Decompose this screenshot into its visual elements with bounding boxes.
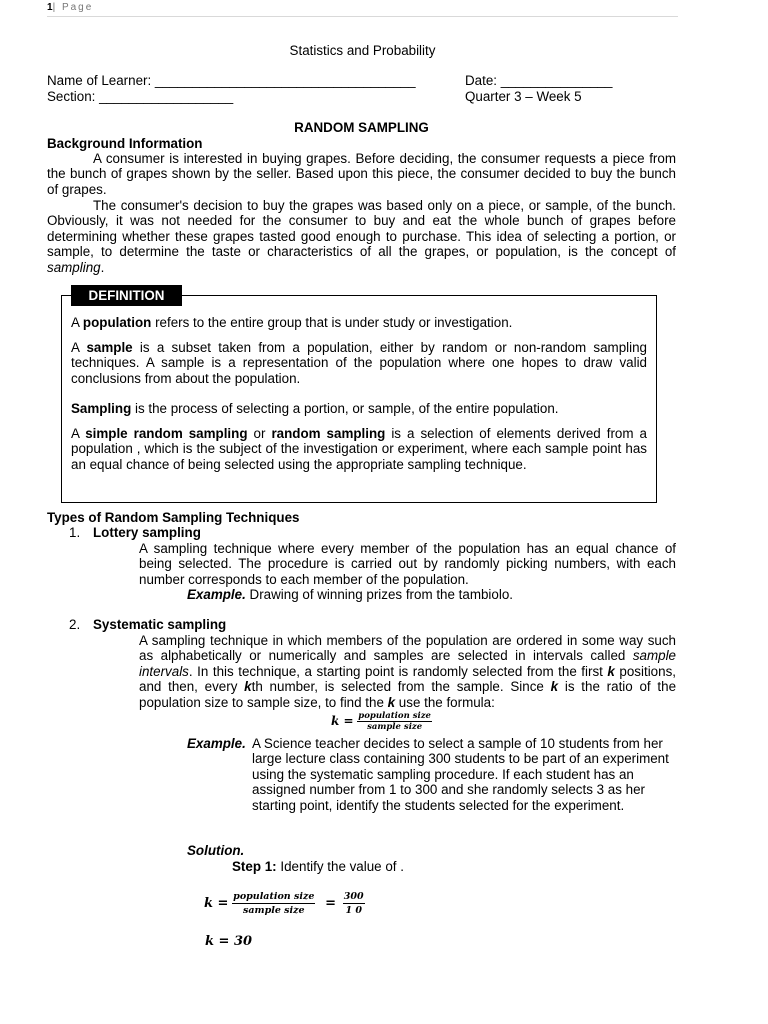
section-line: Section: __________________ [47,89,234,104]
sampling-term: sampling [47,259,101,275]
learner-name-line: Name of Learner: ___________________________________ [47,73,416,88]
definition-simple-random-sampling: A simple random sampling or random sampling is a selection of elements derived from a population , which is the subject of the investigation or experiment, where each sample point has an equal chance of being selected using the appropriate sampling technique. [71,426,647,472]
k-formula: k = $\frac{\text{population size}}{\text{sample size}}$ [331,711,431,732]
definition-population: A population refers to the entire group that is under study or investigation. [71,315,513,330]
calc-numerator: population size [233,891,315,902]
page-number: 1 [47,2,53,13]
definition-label: DEFINITION [71,285,182,306]
formula-numerator: population size [358,711,431,721]
systematic-number: 2. [69,617,81,632]
calc-numerator-value: 300 [343,891,364,902]
formula-denominator: sample size [367,722,423,732]
systematic-title: Systematic sampling [93,617,227,632]
lottery-title: Lottery sampling [93,525,201,540]
header-divider [47,16,678,17]
sampling-definition-term: Sampling [71,401,132,416]
definition-sampling: Sampling is the process of selecting a portion, or sample, of the entire population. [71,401,559,416]
background-heading: Background Information [47,136,203,151]
lottery-description: A sampling technique where every member of the population has an equal chance of being selected. The procedure is carried out by randomly picking numbers, with each number corresponds to each member of the population. [139,541,676,587]
lottery-example-label: Example. [187,587,246,602]
sample-intervals-term: sample intervals [139,648,676,679]
systematic-description: A sampling technique in which members of the population are ordered in some way such as alphabetically or numerically and samples are selected in intervals called sample intervals. In this technique, a starting point is randomly selected from the first k positions, and then, every kth number, is selected from the sample. Since k is the ratio of the population size to sample size, to find the k use the formula: [139,633,677,710]
page-header [47,0,93,15]
lottery-number: 1. [69,525,81,540]
page-label: | Page [52,2,94,13]
sample-term: sample [86,340,133,355]
systematic-example-label: Example. [187,736,246,751]
background-paragraph-2: The consumer's decision to buy the grapes was based only on a piece, or sample, of the bunch. Obviously, it was not needed for the consumer to buy and eat the whole bunch of grapes before determining whether these grapes tasted good enough to purchase. This idea of selecting a portion, or sample, to determine the taste or characteristics of all the grapes, or population, is the concept of sampling. [47,198,676,275]
k-calculation: k = $\frac{\text{population size}}{\text{sample size}}$ = $\frac{300}{1 0}$ [204,891,364,916]
simple-random-sampling-term: simple random sampling [85,426,248,441]
date-line: Date: _______________ [465,73,613,88]
solution-label: Solution. [187,843,245,858]
k-result: k = 30 [205,934,253,949]
calc-denominator: sample size [243,905,305,916]
random-sampling-term: random sampling [271,426,386,441]
background-paragraph-1: A consumer is interested in buying grapes. Before deciding, the consumer requests a piece from the bunch of grapes shown by the seller. Based upon this piece, the consumer decided to buy the bunch of grapes. [47,151,676,197]
lesson-title: RANDOM SAMPLING [294,120,429,135]
subject-title: Statistics and Probability [289,43,436,58]
types-heading: Types of Random Sampling Techniques [47,510,300,525]
quarter-line: Quarter 3 – Week 5 [465,89,582,104]
step-1: Step 1: Identify the value of . [232,859,404,874]
step-1-label: Step 1: [232,859,277,874]
lottery-example: Example. Drawing of winning prizes from the tambiolo. [187,587,513,602]
systematic-example-text: A Science teacher decides to select a sample of 10 students from her large lecture class containing 300 students to be part of an experiment using the systematic sampling procedure. If each student has an assigned number from 1 to 300 and she randomly selects 3 as her starting point, identify the students selected for the experiment. [252,736,669,813]
definition-sample: A sample is a subset taken from a population, either by random or non-random sampling techniques. A sample is a representation of the population where one hopes to draw valid conclusions from about the population. [71,340,647,386]
population-term: population [82,315,152,330]
calc-denominator-value: 1 0 [345,905,362,916]
